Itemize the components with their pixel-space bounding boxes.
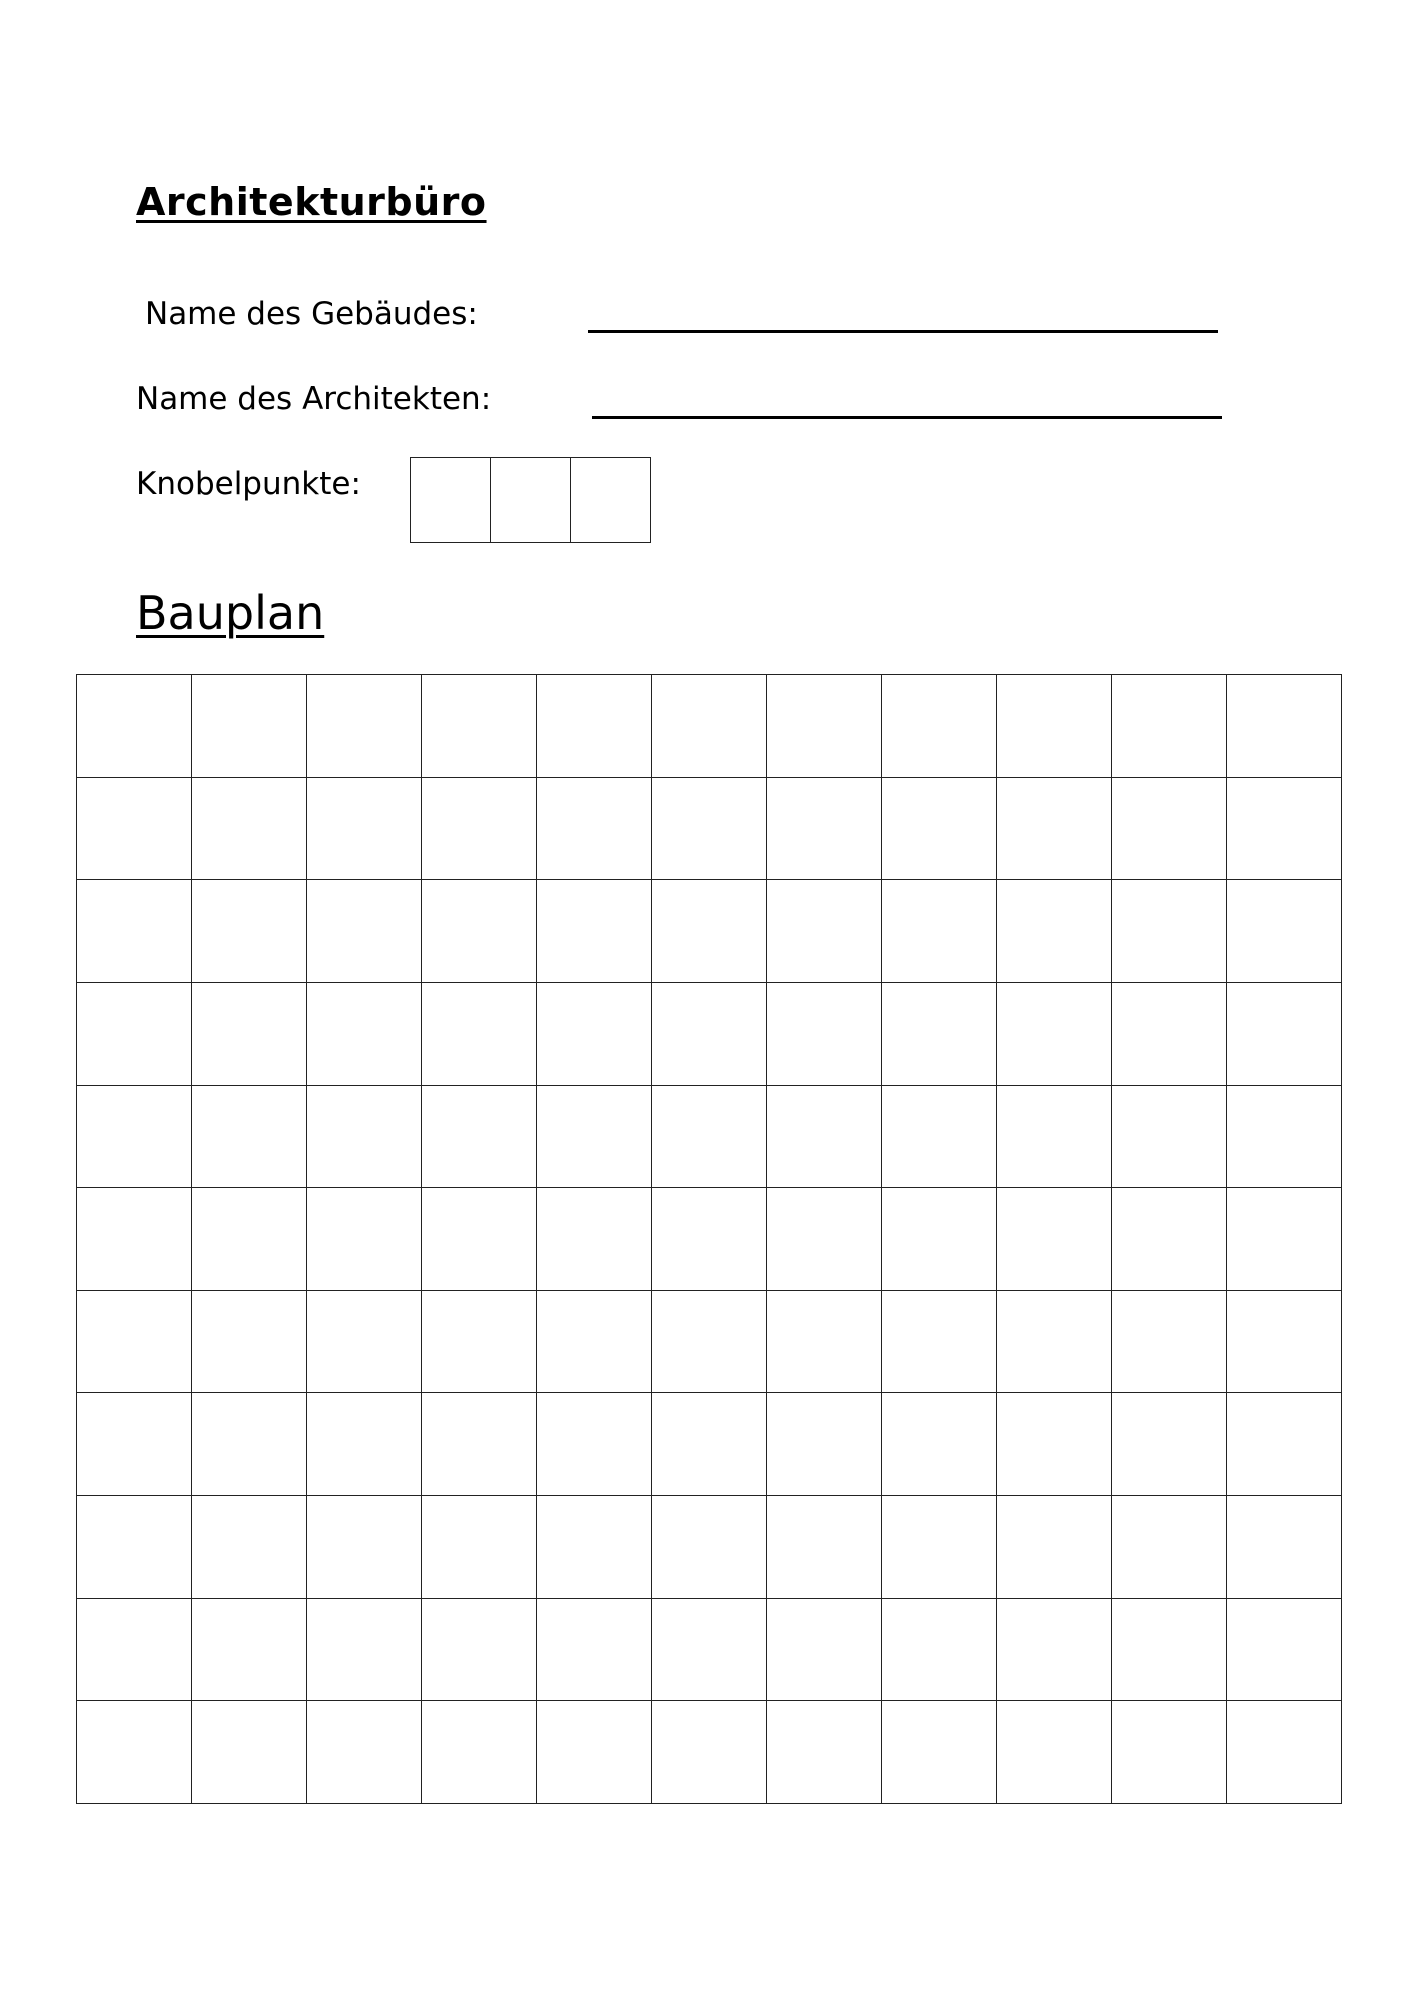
grid-cell[interactable] [307,778,422,881]
grid-cell[interactable] [77,880,192,983]
grid-cell[interactable] [882,675,997,778]
grid-cell[interactable] [997,1188,1112,1291]
grid-cell[interactable] [882,1291,997,1394]
puzzle-points-box[interactable] [571,457,651,543]
grid-cell[interactable] [652,1086,767,1189]
grid-cell[interactable] [77,1393,192,1496]
grid-cell[interactable] [652,880,767,983]
grid-cell[interactable] [1227,1393,1342,1496]
grid-cell[interactable] [77,983,192,1086]
grid-cell[interactable] [997,1393,1112,1496]
grid-cell[interactable] [1227,778,1342,881]
grid-cell[interactable] [1227,983,1342,1086]
puzzle-points-box[interactable] [411,457,491,543]
grid-cell[interactable] [307,983,422,1086]
grid-cell[interactable] [77,675,192,778]
grid-cell[interactable] [767,1599,882,1702]
grid-cell[interactable] [77,778,192,881]
grid-cell[interactable] [767,1188,882,1291]
grid-cell[interactable] [767,1701,882,1804]
grid-cell[interactable] [997,1291,1112,1394]
grid-cell[interactable] [192,778,307,881]
grid-cell[interactable] [1227,1086,1342,1189]
grid-cell[interactable] [997,983,1112,1086]
grid-cell[interactable] [1112,983,1227,1086]
grid-cell[interactable] [652,1188,767,1291]
grid-cell[interactable] [307,1086,422,1189]
grid-cell[interactable] [1112,880,1227,983]
grid-cell[interactable] [307,675,422,778]
grid-cell[interactable] [192,1599,307,1702]
grid-cell[interactable] [422,1701,537,1804]
grid-cell[interactable] [1227,1291,1342,1394]
puzzle-points-box[interactable] [491,457,571,543]
grid-cell[interactable] [192,983,307,1086]
grid-cell[interactable] [307,1599,422,1702]
grid-cell[interactable] [652,1393,767,1496]
grid-cell[interactable] [307,1188,422,1291]
grid-cell[interactable] [422,1496,537,1599]
grid-cell[interactable] [422,983,537,1086]
grid-cell[interactable] [882,983,997,1086]
grid-cell[interactable] [307,1393,422,1496]
grid-cell[interactable] [537,778,652,881]
building-plan-grid [76,674,1342,1804]
grid-cell[interactable] [767,880,882,983]
grid-cell[interactable] [307,1701,422,1804]
grid-cell[interactable] [537,1393,652,1496]
architect-name-label: Name des Architekten: [136,381,492,417]
grid-cell[interactable] [192,1393,307,1496]
grid-cell[interactable] [1227,1188,1342,1291]
grid-cell[interactable] [652,778,767,881]
grid-cell[interactable] [422,675,537,778]
page-title: Architekturbüro [136,180,487,224]
grid-cell[interactable] [997,675,1112,778]
puzzle-points-label: Knobelpunkte: [136,466,361,502]
grid-cell[interactable] [1112,1188,1227,1291]
grid-cell[interactable] [997,880,1112,983]
grid-cell[interactable] [537,1599,652,1702]
grid-cell[interactable] [537,1086,652,1189]
grid-cell[interactable] [307,1496,422,1599]
grid-cell[interactable] [192,1291,307,1394]
building-name-field[interactable] [588,330,1218,333]
grid-cell[interactable] [422,1393,537,1496]
architect-name-field[interactable] [592,416,1222,419]
grid-cell[interactable] [1112,675,1227,778]
grid-cell[interactable] [1112,1496,1227,1599]
grid-cell[interactable] [192,1496,307,1599]
grid-cell[interactable] [882,1701,997,1804]
grid-cell[interactable] [652,675,767,778]
grid-cell[interactable] [77,1496,192,1599]
grid-cell[interactable] [652,983,767,1086]
grid-cell[interactable] [77,1086,192,1189]
grid-cell[interactable] [1112,1291,1227,1394]
grid-cell[interactable] [882,1393,997,1496]
grid-cell[interactable] [882,1496,997,1599]
grid-cell[interactable] [997,1701,1112,1804]
grid-cell[interactable] [767,675,882,778]
grid-cell[interactable] [767,1496,882,1599]
grid-cell[interactable] [192,1701,307,1804]
grid-cell[interactable] [652,1291,767,1394]
grid-cell[interactable] [77,1291,192,1394]
grid-cell[interactable] [537,1496,652,1599]
grid-cell[interactable] [882,1188,997,1291]
grid-cell[interactable] [1112,1701,1227,1804]
grid-cell[interactable] [422,778,537,881]
grid-cell[interactable] [307,880,422,983]
grid-cell[interactable] [307,1291,422,1394]
grid-cell[interactable] [652,1496,767,1599]
grid-cell[interactable] [422,1599,537,1702]
grid-cell[interactable] [192,675,307,778]
grid-cell[interactable] [652,1701,767,1804]
grid-cell[interactable] [422,1188,537,1291]
grid-cell[interactable] [882,1086,997,1189]
grid-cell[interactable] [422,1291,537,1394]
grid-cell[interactable] [192,1086,307,1189]
grid-cell[interactable] [537,675,652,778]
grid-cell[interactable] [1112,1086,1227,1189]
grid-cell[interactable] [1112,1393,1227,1496]
plan-title: Bauplan [136,586,325,640]
grid-cell[interactable] [882,778,997,881]
grid-cell[interactable] [537,880,652,983]
grid-cell[interactable] [77,1701,192,1804]
grid-cell[interactable] [652,1599,767,1702]
grid-cell[interactable] [1227,675,1342,778]
grid-cell[interactable] [767,983,882,1086]
grid-cell[interactable] [997,1599,1112,1702]
grid-cell[interactable] [537,1701,652,1804]
grid-cell[interactable] [77,1599,192,1702]
grid-cell[interactable] [767,1393,882,1496]
grid-cell[interactable] [882,880,997,983]
grid-cell[interactable] [882,1599,997,1702]
grid-cell[interactable] [997,778,1112,881]
grid-cell[interactable] [537,983,652,1086]
grid-cell[interactable] [537,1291,652,1394]
grid-cell[interactable] [192,1188,307,1291]
grid-cell[interactable] [77,1188,192,1291]
grid-cell[interactable] [767,1086,882,1189]
grid-cell[interactable] [1112,1599,1227,1702]
grid-cell[interactable] [997,1086,1112,1189]
grid-cell[interactable] [422,1086,537,1189]
building-name-label: Name des Gebäudes: [145,296,478,332]
grid-cell[interactable] [422,880,537,983]
grid-cell[interactable] [767,1291,882,1394]
puzzle-points-boxes [410,457,651,543]
grid-cell[interactable] [1112,778,1227,881]
grid-cell[interactable] [767,778,882,881]
grid-cell[interactable] [192,880,307,983]
grid-cell[interactable] [1227,880,1342,983]
grid-cell[interactable] [997,1496,1112,1599]
grid-cell[interactable] [537,1188,652,1291]
grid-cell[interactable] [1227,1701,1342,1804]
grid-cell[interactable] [1227,1599,1342,1702]
grid-cell[interactable] [1227,1496,1342,1599]
